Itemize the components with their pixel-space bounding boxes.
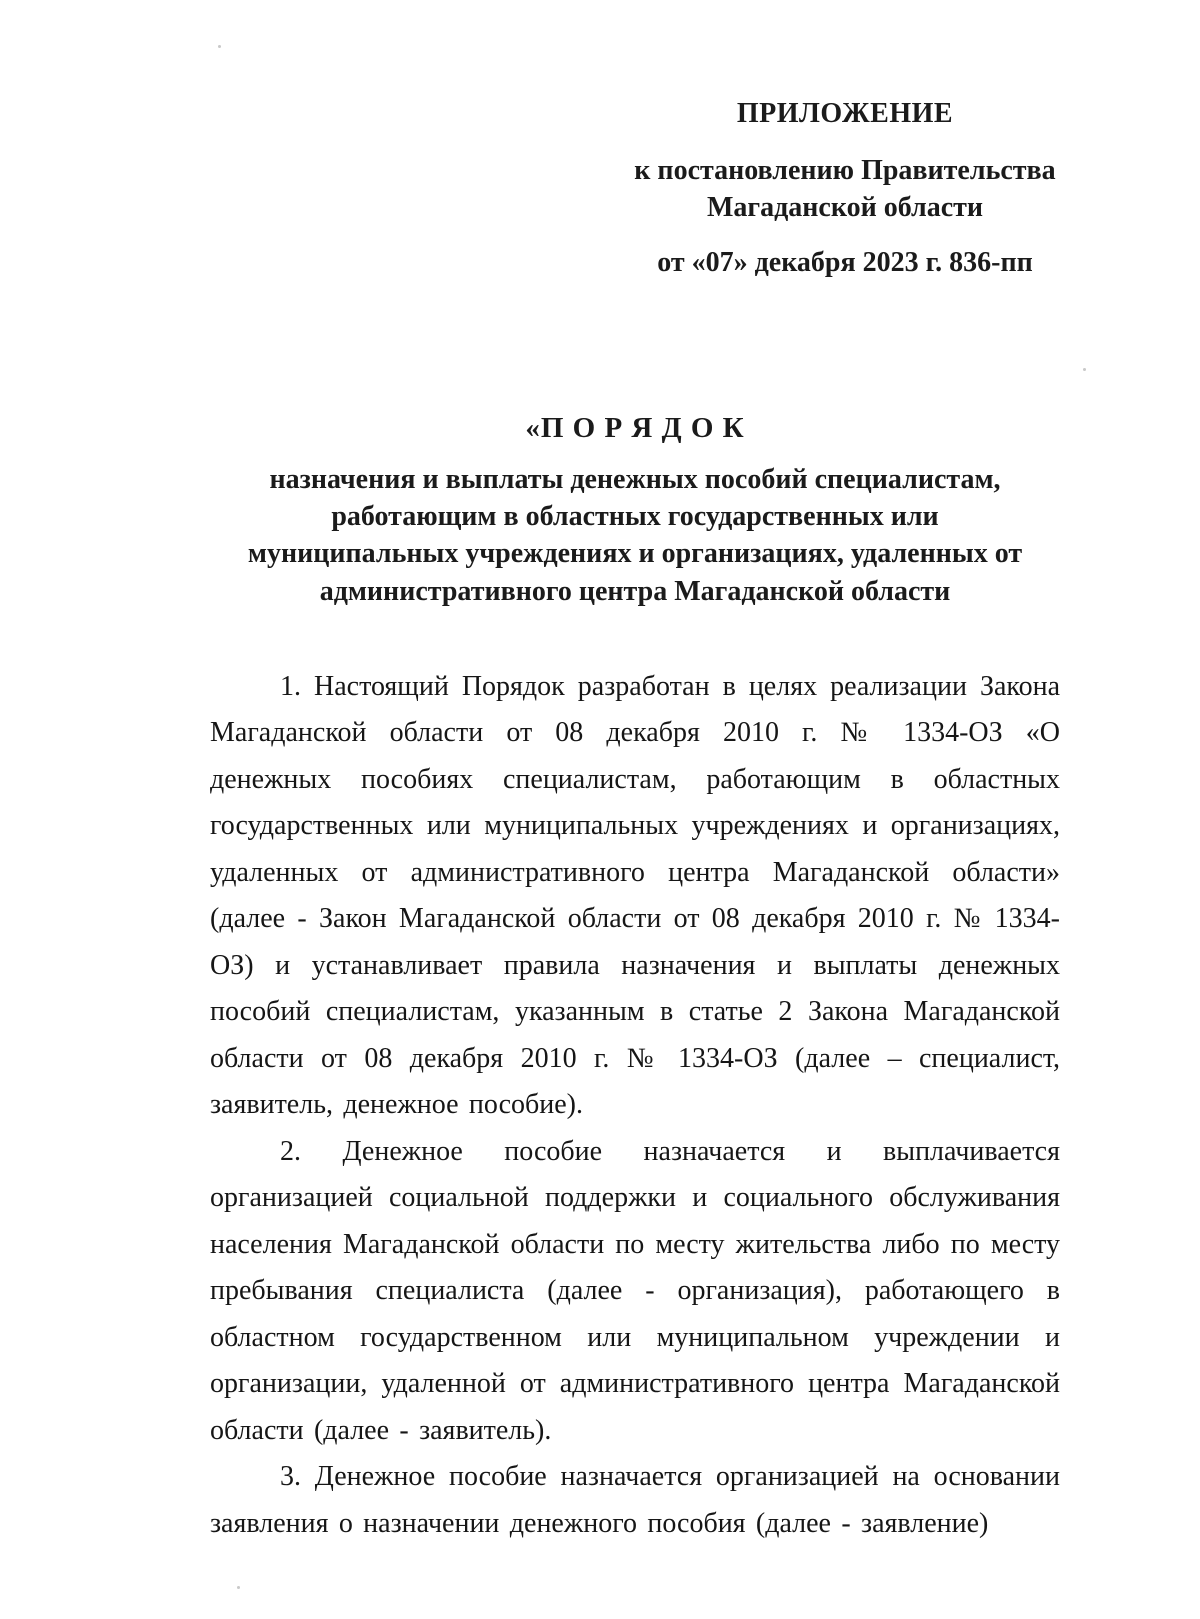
resolution-reference: к постановлению Правительства Магаданской области	[634, 154, 1056, 223]
scan-artifact-dot	[1083, 368, 1086, 371]
paragraph-2: 2. Денежное пособие назначается и выплачивается организацией социальной поддержки и социального обслуживания населения Магаданской области по месту жительства либо по месту пребывания специалиста (далее - организация), работающего в областном государственном или муниципальном учреждении и организации, удаленной от административного центра Магаданской области (далее - заявитель).	[210, 1135, 1060, 1446]
appendix-label: ПРИЛОЖЕНИЕ	[736, 98, 954, 129]
paragraph-1: 1. Настоящий Порядок разработан в целях реализации Закона Магаданской области от 08 декабря 2010 г. № 1334-ОЗ «О денежных пособиях специалистам, работающим в областных государственных или муниципальных учреждениях и организациях, удаленных от административного центра Магаданской области» (далее - Закон Магаданской области от 08 декабря 2010 г. № 1334-ОЗ) и устанавливает правила назначения и выплаты денежных пособий специалистам, указанным в статье 2 Закона Магаданской области от 08 декабря 2010 г. № 1334-ОЗ (далее – специалист, заявитель, денежное пособие).	[210, 670, 1060, 1121]
document-title: «П О Р Я Д О К	[525, 411, 745, 444]
scan-artifact-dot	[237, 1586, 240, 1589]
document-subtitle: назначения и выплаты денежных пособий специалистам, работающим в областных государственных или муниципальных учреждениях и организациях, удаленных от административного центра Магаданской области	[247, 463, 1023, 607]
document-body	[210, 664, 1060, 1548]
resolution-date: от «07» декабря 2023 г. 836-пп	[657, 246, 1033, 278]
paragraph-3: 3. Денежное пособие назначается организацией на основании заявления о назначении денежного пособия (далее - заявление)	[210, 1461, 1060, 1539]
scan-artifact-dot	[218, 45, 221, 48]
appendix-header	[630, 96, 1060, 282]
